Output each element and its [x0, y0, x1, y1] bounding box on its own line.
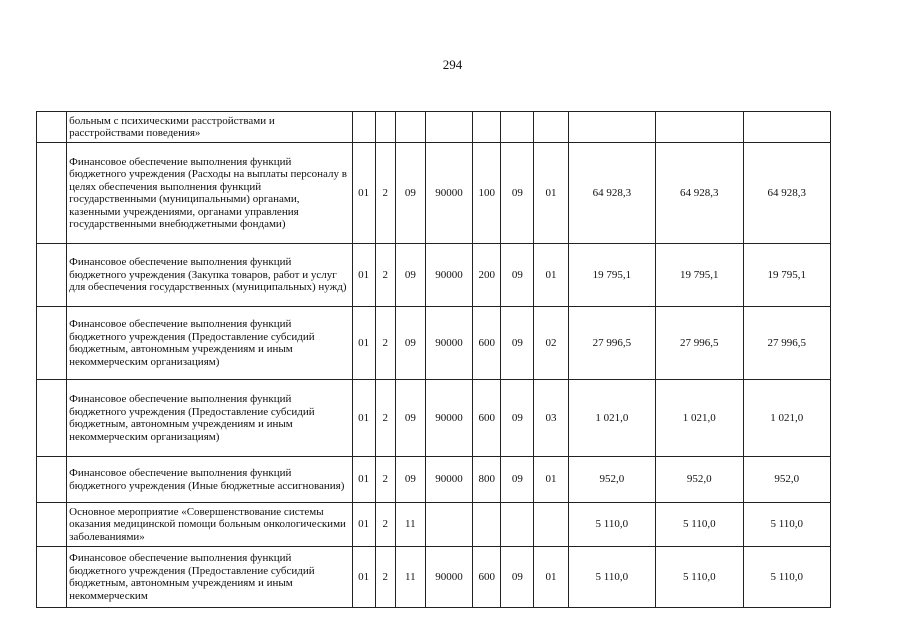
code-cell: 01 — [534, 457, 568, 503]
code-cell: 01 — [534, 547, 568, 608]
row-number-cell — [37, 143, 67, 244]
code-cell: 2 — [375, 503, 395, 547]
amount-cell: 64 928,3 — [568, 143, 655, 244]
code-cell: 90000 — [425, 457, 472, 503]
code-cell: 800 — [473, 457, 501, 503]
description-cell: Основное мероприятие «Совершенствование системы оказания медицинской помощи больным онкологическими заболеваниями» — [67, 503, 352, 547]
table-row — [37, 307, 831, 380]
code-cell: 11 — [395, 503, 425, 547]
code-cell: 01 — [352, 143, 375, 244]
row-number-cell — [37, 307, 67, 380]
code-cell: 02 — [534, 307, 568, 380]
amount-cell: 952,0 — [656, 457, 743, 503]
code-cell: 2 — [375, 143, 395, 244]
code-cell: 90000 — [425, 547, 472, 608]
description-cell: больным с психическими расстройствами и расстройствами поведения» — [67, 112, 352, 143]
code-cell: 01 — [352, 547, 375, 608]
code-cell: 01 — [534, 244, 568, 307]
amount-cell: 27 996,5 — [656, 307, 743, 380]
description-cell: Финансовое обеспечение выполнения функций бюджетного учреждения (Закупка товаров, работ и услуг для обеспечения государственных (муниципальных) нужд) — [67, 244, 352, 307]
code-cell — [425, 112, 472, 143]
amount-cell: 19 795,1 — [568, 244, 655, 307]
code-cell — [473, 112, 501, 143]
code-cell — [395, 112, 425, 143]
code-cell: 100 — [473, 143, 501, 244]
code-cell: 09 — [395, 380, 425, 457]
description-cell: Финансовое обеспечение выполнения функций бюджетного учреждения (Предоставление субсидий бюджетным, автономным учреждениям и иным некоммерческим организациям) — [67, 307, 352, 380]
code-cell — [534, 112, 568, 143]
amount-cell: 27 996,5 — [568, 307, 655, 380]
code-cell: 2 — [375, 457, 395, 503]
code-cell: 09 — [395, 457, 425, 503]
page-number: 294 — [442, 57, 463, 72]
code-cell: 09 — [501, 307, 534, 380]
code-cell: 01 — [352, 380, 375, 457]
code-cell: 09 — [501, 244, 534, 307]
amount-cell: 5 110,0 — [656, 547, 743, 608]
amount-cell: 27 996,5 — [743, 307, 831, 380]
code-cell: 09 — [395, 143, 425, 244]
code-cell — [501, 503, 534, 547]
code-cell: 09 — [501, 547, 534, 608]
code-cell: 01 — [352, 503, 375, 547]
table-row — [37, 380, 831, 457]
code-cell: 09 — [395, 244, 425, 307]
budget-table — [36, 111, 831, 608]
code-cell — [375, 112, 395, 143]
table-row — [37, 143, 831, 244]
amount-cell: 1 021,0 — [743, 380, 831, 457]
amount-cell — [656, 112, 743, 143]
amount-cell: 952,0 — [743, 457, 831, 503]
row-number-cell — [37, 503, 67, 547]
description-cell: Финансовое обеспечение выполнения функций бюджетного учреждения (Предоставление субсидий бюджетным, автономным учреждениям и иным некоммерческим организациям) — [67, 380, 352, 457]
code-cell: 11 — [395, 547, 425, 608]
code-cell: 2 — [375, 244, 395, 307]
amount-cell: 5 110,0 — [743, 503, 831, 547]
amount-cell: 64 928,3 — [656, 143, 743, 244]
code-cell: 600 — [473, 307, 501, 380]
code-cell: 90000 — [425, 380, 472, 457]
amount-cell: 5 110,0 — [568, 547, 655, 608]
description-cell: Финансовое обеспечение выполнения функций бюджетного учреждения (Иные бюджетные ассигнования) — [67, 457, 352, 503]
code-cell: 01 — [352, 457, 375, 503]
code-cell — [352, 112, 375, 143]
table-row — [37, 547, 831, 608]
code-cell: 90000 — [425, 244, 472, 307]
code-cell: 01 — [352, 244, 375, 307]
table-row — [37, 112, 831, 143]
table-row — [37, 503, 831, 547]
amount-cell: 952,0 — [568, 457, 655, 503]
code-cell: 200 — [473, 244, 501, 307]
code-cell — [534, 503, 568, 547]
row-number-cell — [37, 244, 67, 307]
row-number-cell — [37, 457, 67, 503]
code-cell: 90000 — [425, 143, 472, 244]
amount-cell: 19 795,1 — [743, 244, 831, 307]
amount-cell: 5 110,0 — [568, 503, 655, 547]
code-cell: 2 — [375, 547, 395, 608]
row-number-cell — [37, 112, 67, 143]
row-number-cell — [37, 547, 67, 608]
code-cell: 03 — [534, 380, 568, 457]
description-cell: Финансовое обеспечение выполнения функций бюджетного учреждения (Расходы на выплаты персоналу в целях обеспечения выполнения функций государственными (муниципальными) органами, казенными учреждениями, органами управления государственными внебюджетными фондами) — [67, 143, 352, 244]
code-cell: 600 — [473, 380, 501, 457]
amount-cell: 64 928,3 — [743, 143, 831, 244]
row-number-cell — [37, 380, 67, 457]
amount-cell: 19 795,1 — [656, 244, 743, 307]
code-cell: 2 — [375, 307, 395, 380]
table-row — [37, 457, 831, 503]
table-row — [37, 244, 831, 307]
code-cell: 09 — [501, 143, 534, 244]
amount-cell: 1 021,0 — [568, 380, 655, 457]
description-cell: Финансовое обеспечение выполнения функций бюджетного учреждения (Предоставление субсидий бюджетным, автономным учреждениям и иным некоммерческим — [67, 547, 352, 608]
code-cell: 09 — [395, 307, 425, 380]
code-cell: 01 — [352, 307, 375, 380]
amount-cell — [743, 112, 831, 143]
code-cell: 09 — [501, 457, 534, 503]
code-cell: 01 — [534, 143, 568, 244]
code-cell: 2 — [375, 380, 395, 457]
code-cell: 09 — [501, 380, 534, 457]
code-cell: 90000 — [425, 307, 472, 380]
amount-cell: 5 110,0 — [656, 503, 743, 547]
code-cell — [473, 503, 501, 547]
amount-cell: 1 021,0 — [656, 380, 743, 457]
amount-cell — [568, 112, 655, 143]
code-cell: 600 — [473, 547, 501, 608]
code-cell — [425, 503, 472, 547]
amount-cell: 5 110,0 — [743, 547, 831, 608]
code-cell — [501, 112, 534, 143]
